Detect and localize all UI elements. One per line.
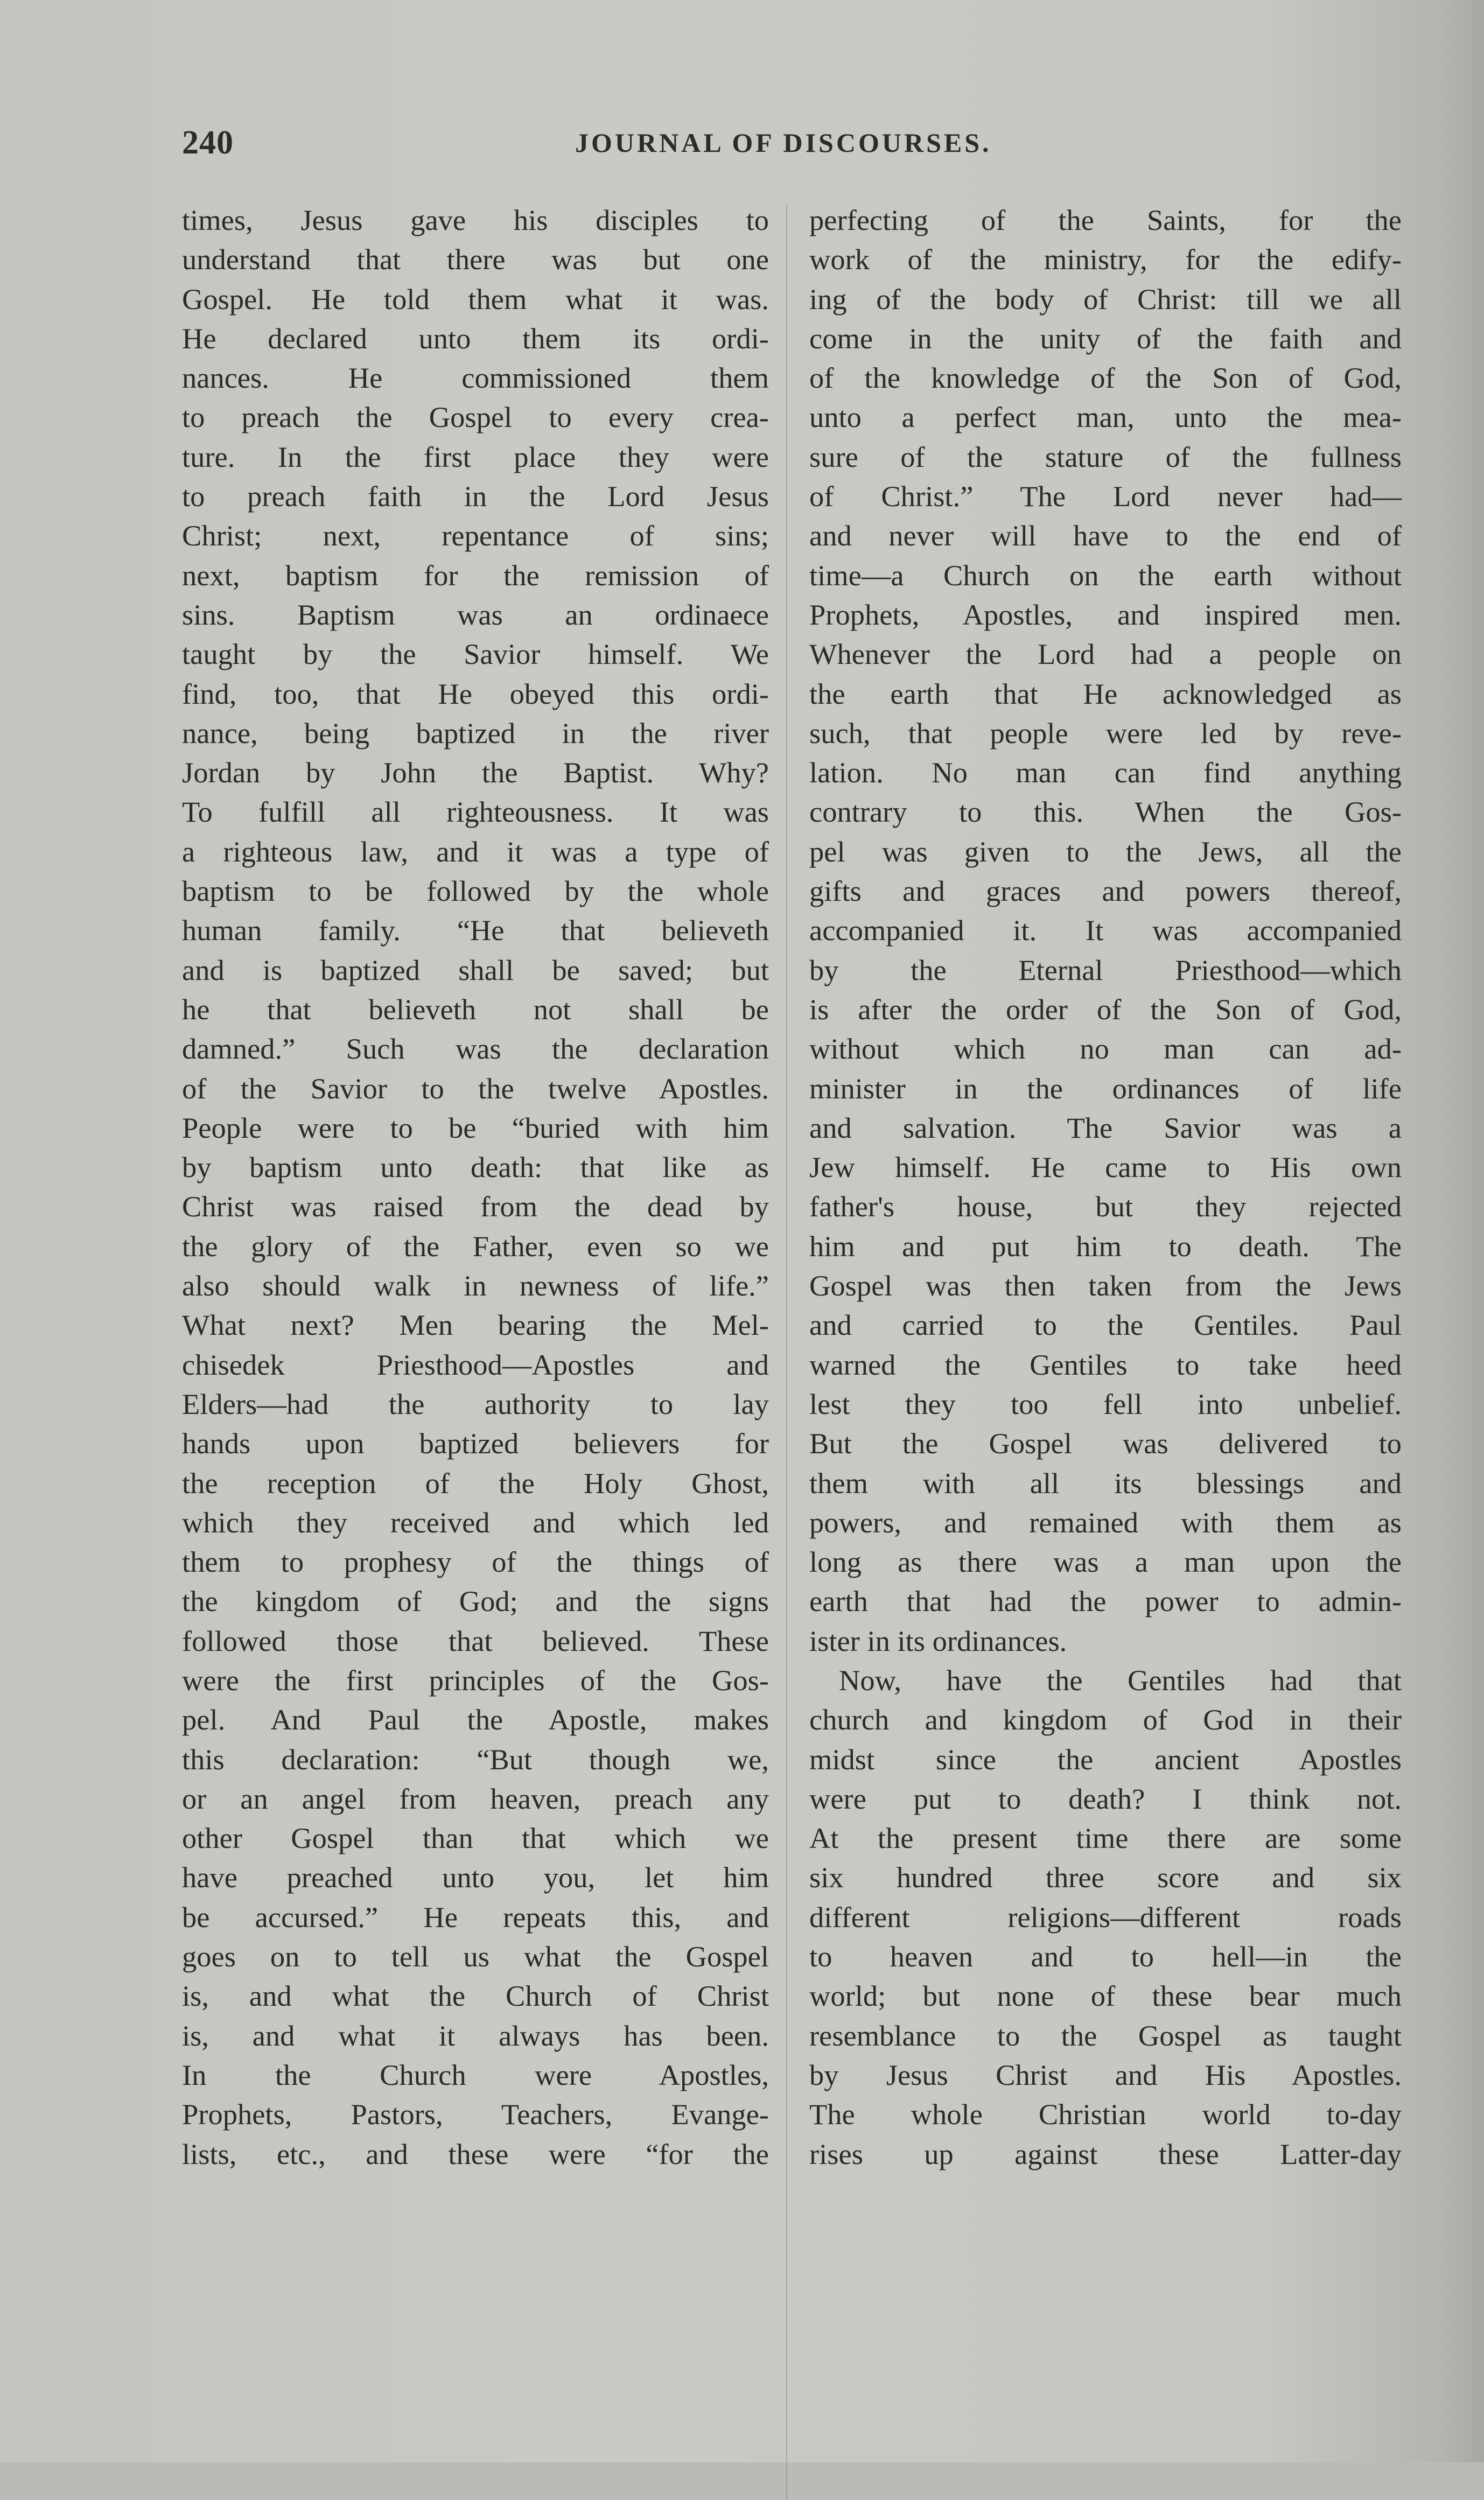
right-column (809, 200, 1402, 2174)
text-line: accompanied it. It was accompanied (809, 914, 1402, 947)
text-line: Christ was raised from the dead by (182, 1190, 769, 1223)
text-line: followed those that believed. These (182, 1624, 769, 1657)
text-line: is, and what the Church of Christ (182, 1979, 769, 2013)
page-number: 240 (182, 124, 234, 161)
text-line: long as there was a man upon the (809, 1545, 1402, 1579)
text-line: powers, and remained with them as (809, 1505, 1402, 1539)
text-line: goes on to tell us what the Gospel (182, 1940, 769, 1973)
text-line: nance, being baptized in the river (182, 716, 769, 750)
text-line: lists, etc., and these were “for the (182, 2137, 769, 2170)
text-line: is, and what it always has been. (182, 2019, 769, 2052)
text-line: by baptism unto death: that like as (182, 1151, 769, 1184)
text-line: find, too, that He obeyed this ordi- (182, 677, 769, 710)
text-line: them with all its blessings and (809, 1466, 1402, 1500)
text-line: gifts and graces and powers thereof, (809, 874, 1402, 908)
text-line: of the Savior to the twelve Apostles. (182, 1072, 769, 1105)
text-line: pel. And Paul the Apostle, makes (182, 1703, 769, 1736)
text-line: to preach faith in the Lord Jesus (182, 480, 769, 513)
text-line: he that believeth not shall be (182, 992, 769, 1026)
text-line: ture. In the first place they were (182, 440, 769, 473)
text-line: sins. Baptism was an ordinaece (182, 598, 769, 631)
text-line: church and kingdom of God in their (809, 1703, 1402, 1736)
text-line: Jew himself. He came to His own (809, 1151, 1402, 1184)
text-line: to preach the Gospel to every crea- (182, 401, 769, 434)
text-line: without which no man can ad- (809, 1032, 1402, 1066)
text-line: Elders—had the authority to lay (182, 1387, 769, 1420)
text-line: be accursed.” He repeats this, and (182, 1900, 769, 1934)
text-line: lation. No man can find anything (809, 756, 1402, 789)
paragraph-first-line: Now, have the Gentiles had that (839, 1663, 1402, 1697)
text-line: the earth that He acknowledged as (809, 677, 1402, 710)
text-line: taught by the Savior himself. We (182, 638, 769, 671)
text-line: them to prophesy of the things of (182, 1545, 769, 1579)
text-line: nances. He commissioned them (182, 361, 769, 395)
text-line: People were to be “buried with him (182, 1111, 769, 1144)
text-line: also should walk in newness of life.” (182, 1269, 769, 1302)
text-line: have preached unto you, let him (182, 1861, 769, 1894)
text-line: and carried to the Gentiles. Paul (809, 1308, 1402, 1342)
text-line: sure of the stature of the fullness (809, 440, 1402, 473)
text-line: contrary to this. When the Gos- (809, 795, 1402, 829)
text-line: and salvation. The Savior was a (809, 1111, 1402, 1144)
text-line: a righteous law, and it was a type of (182, 835, 769, 868)
left-column (182, 200, 769, 2174)
text-line: The whole Christian world to-day (809, 2098, 1402, 2131)
text-line: by the Eternal Priesthood—which (809, 953, 1402, 986)
text-line: which they received and which led (182, 1505, 769, 1539)
text-line: the glory of the Father, even so we (182, 1229, 769, 1263)
text-line: Gospel. He told them what it was. (182, 282, 769, 316)
text-line: is after the order of the Son of God, (809, 992, 1402, 1026)
text-line: warned the Gentiles to take heed (809, 1348, 1402, 1381)
text-line: In the Church were Apostles, (182, 2058, 769, 2091)
text-line: this declaration: “But though we, (182, 1742, 769, 1776)
text-line: Jordan by John the Baptist. Why? (182, 756, 769, 789)
text-line: and is baptized shall be saved; but (182, 953, 769, 986)
text-line: time—a Church on the earth without (809, 558, 1402, 592)
text-line: of Christ.” The Lord never had— (809, 480, 1402, 513)
text-line: resemblance to the Gospel as taught (809, 2019, 1402, 2052)
text-line: or an angel from heaven, preach any (182, 1782, 769, 1815)
text-line: world; but none of these bear much (809, 1979, 1402, 2013)
text-line: were the first principles of the Gos- (182, 1663, 769, 1697)
text-line: minister in the ordinances of life (809, 1072, 1402, 1105)
text-line: work of the ministry, for the edify- (809, 243, 1402, 276)
text-line: rises up against these Latter-day (809, 2137, 1402, 2170)
text-line: and never will have to the end of (809, 519, 1402, 552)
text-line: were put to death? I think not. (809, 1782, 1402, 1815)
text-line: of the knowledge of the Son of God, (809, 361, 1402, 395)
text-line: He declared unto them its ordi- (182, 321, 769, 355)
text-line: earth that had the power to admin- (809, 1585, 1402, 1618)
text-line: Gospel was then taken from the Jews (809, 1269, 1402, 1302)
text-line: to heaven and to hell—in the (809, 1940, 1402, 1973)
paragraph-last-line: ister in its ordinances. (809, 1624, 1067, 1657)
page-header (182, 124, 1415, 172)
text-line: Prophets, Apostles, and inspired men. (809, 598, 1402, 631)
text-line: Prophets, Pastors, Teachers, Evange- (182, 2098, 769, 2131)
text-line: perfecting of the Saints, for the (809, 204, 1402, 236)
text-line: hands upon baptized believers for (182, 1427, 769, 1460)
text-line: human family. “He that believeth (182, 914, 769, 947)
text-line: pel was given to the Jews, all the (809, 835, 1402, 868)
text-line: At the present time there are some (809, 1822, 1402, 1855)
column-divider (786, 204, 787, 2500)
text-line: father's house, but they rejected (809, 1190, 1402, 1223)
text-line: the kingdom of God; and the signs (182, 1585, 769, 1618)
text-line: damned.” Such was the declaration (182, 1032, 769, 1066)
text-line: Christ; next, repentance of sins; (182, 519, 769, 552)
text-line: such, that people were led by reve- (809, 716, 1402, 750)
running-head: JOURNAL OF DISCOURSES. (575, 128, 992, 158)
text-line: chisedek Priesthood—Apostles and (182, 1348, 769, 1381)
text-line: But the Gospel was delivered to (809, 1427, 1402, 1460)
text-line: other Gospel than that which we (182, 1822, 769, 1855)
text-line: ing of the body of Christ: till we all (809, 282, 1402, 316)
text-line: by Jesus Christ and His Apostles. (809, 2058, 1402, 2091)
text-line: baptism to be followed by the whole (182, 874, 769, 908)
text-line: understand that there was but one (182, 243, 769, 276)
text-line: next, baptism for the remission of (182, 558, 769, 592)
text-line: him and put him to death. The (809, 1229, 1402, 1263)
text-line: come in the unity of the faith and (809, 321, 1402, 355)
text-line: What next? Men bearing the Mel- (182, 1308, 769, 1342)
text-line: To fulfill all righteousness. It was (182, 795, 769, 829)
text-line: the reception of the Holy Ghost, (182, 1466, 769, 1500)
text-line: lest they too fell into unbelief. (809, 1387, 1402, 1420)
text-line: times, Jesus gave his disciples to (182, 204, 769, 236)
text-line: six hundred three score and six (809, 1861, 1402, 1894)
text-line: Whenever the Lord had a people on (809, 638, 1402, 671)
text-line: unto a perfect man, unto the mea- (809, 401, 1402, 434)
text-line: midst since the ancient Apostles (809, 1742, 1402, 1776)
text-line: different religions—different roads (809, 1900, 1402, 1934)
